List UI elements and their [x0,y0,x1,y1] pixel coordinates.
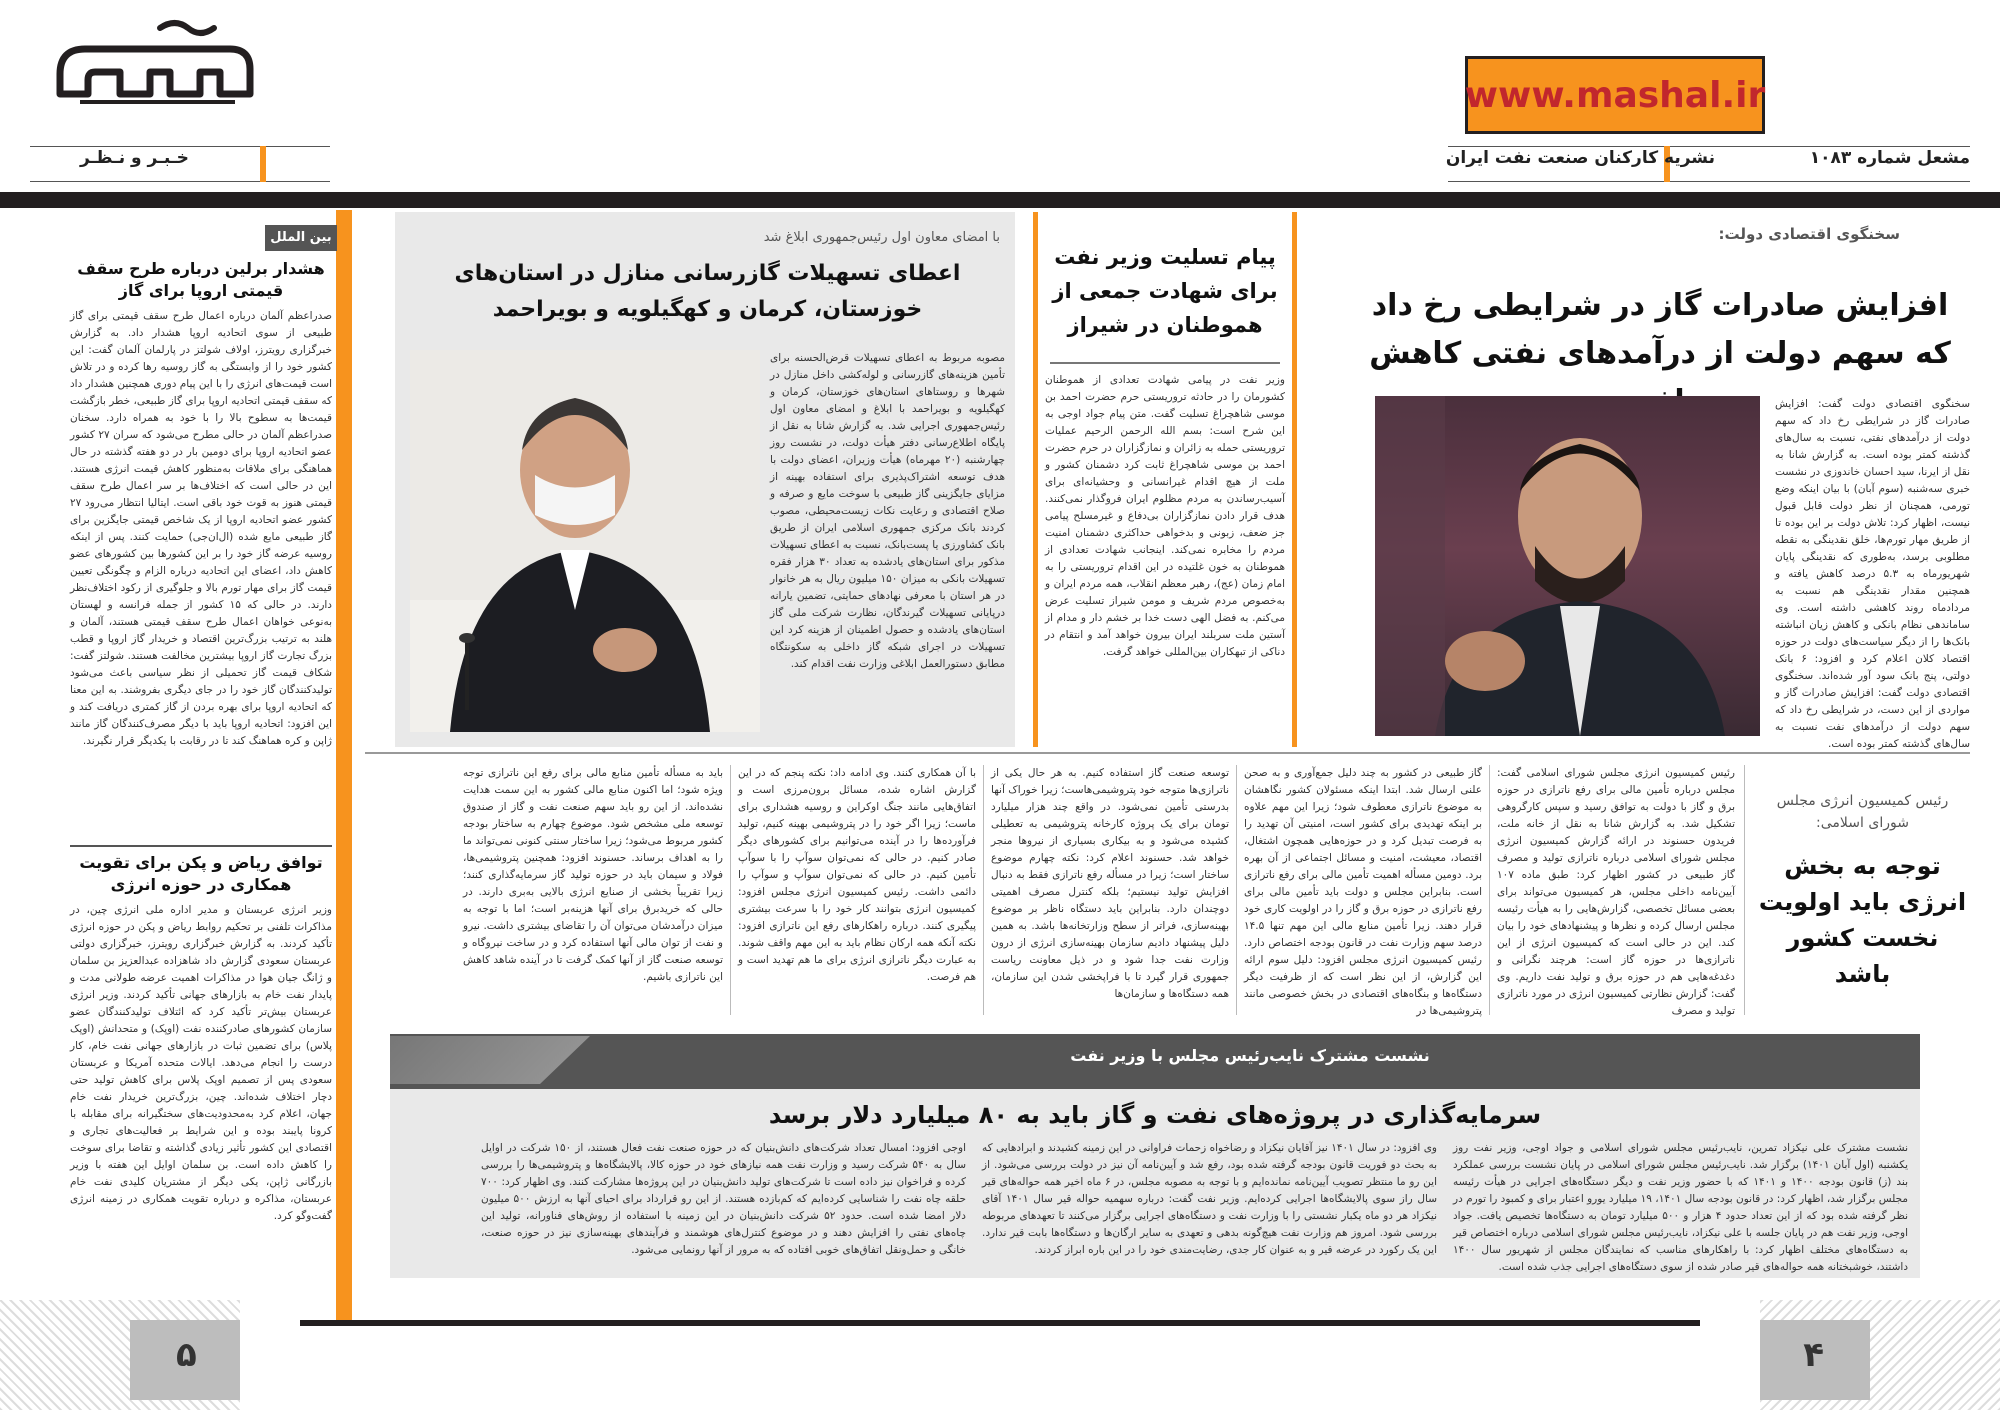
page-number-left: ۵ [176,1335,197,1375]
story-berlin-body: صدراعظم آلمان درباره اعمال طرح سقف قیمتی برای گاز طبیعی از سوی اتحادیه اروپا هشدار داد. به گزارش خبرگزاری رویترز، اولاف شولتز در پارلمان آلمان گفت: این کشور خود را از وابستگی به گاز روسیه رها کرده و در تلاش است قیمت‌های انرژی را با این پیام دوری همچنین هشدار داد که سقف قیمتی اتحادیه اروپا برای گاز طبیعی، خطر بازگشت قیمت‌ها به سطوح بالا را با خود به همراه دارد. سخنان صدراعظم آلمان در حالی مطرح می‌شود که سران ۲۷ کشور عضو اتحادیه اروپا برای دومین بار در دو هفته گذشته در حال هماهنگی برای ملاقات به‌منظور کاهش قیمت انرژی هستند. این در حالی است که اختلاف‌ها بر سر اعمال طرح سقف قیمتی هنوز به قوت خود باقی است. ایتالیا انتظار می‌رود ۲۷ کشور عضو اتحادیه اروپا از یک شاخص قیمتی جایگزین برای گاز طبیعی مایع شده (ال‌ان‌جی) حمایت کنند. پس از اینکه روسیه عرضه گاز خود را بر این کشورها بین کشورهای عضو کاهش داد، اعضای این اتحادیه درباره الزام و چگونگی تعیین قیمت گاز برای مهار تورم بالا و جلوگیری از رکود اختلاف‌نظر دارند. در حالی که ۱۵ کشور از جمله فرانسه و لهستان به‌نوعی خواهان اعمال طرح سقف قیمتی هستند، آلمان و هلند به ترتیب بزرگ‌ترین اقتصاد و خریدار گاز اروپا و قطب بزرگ تجارت گاز اروپا بیشترین مخالفت هستند. شولتز گفت: شکاف قیمت گاز تحمیلی از نظر سیاسی باعث می‌شود تولیدکنندگان گاز خود را در جای دیگری بفروشند. به این معنا که اتحادیه اروپا برای بهره بردن از گاز کمتری دریافت کند و این افزود: اتحادیه اروپا باید با دیگر مصرف‌کنندگان گاز مانند ژاپن و کره هماهنگ کند تا در رقابت با یکدیگر قرار نگیرند. [69,310,332,747]
divider [365,752,1970,754]
international-kicker: بین الملل [265,225,337,251]
column-rule [1489,765,1490,1015]
gas-loans-kicker: با امضای معاون اول رئیس‌جمهوری ابلاغ شد [763,230,1000,245]
gas-loans-body: مصوبه مربوط به اعطای تسهیلات قرض‌الحسنه برای تأمین هزینه‌های گازرسانی و لوله‌کشی داخل منازل در شهرها و روستاهای استان‌های خوزستان، کرمان و کهگیلویه و بویراحمد با ابلاغ و امضای معاون اول رئیس‌جمهوری اجرایی شد. به گزارش شانا به نقل از پایگاه اطلاع‌رسانی دفتر هیأت دولت، در نشست روز چهارشنبه (۲۰ مهرماه) هیأت وزیران، اعضای دولت با هدف توسعه اشتراک‌پذیری برای استفاده بهینه از مزایای جایگزینی گاز طبیعی با سوخت مایع و صرفه و صلاح اقتصادی و رعایت نکات زیست‌محیطی، مصوب کردند بانک مرکزی جمهوری اسلامی ایران از طریق بانک کشاورزی یا پست‌بانک، نسبت به اعطای تسهیلات مذکور برای استان‌های یادشده به تعداد ۳۰ هزار فقره تسهیلات بانکی به میزان ۱۵۰ میلیون ریال به هر خانوار در هر استان با معرفی نهادهای حمایتی، تضمین یارانه درپایانی تسهیلات گیرندگان، نظارت شرکت ملی گاز استان‌های یادشده و حصول اطمینان از هزینه کرد این تسهیلات در اجرای شبکه گاز داخلی به سکونتگاه مطابق دستورالعمل ابلاغی وزارت نفت اقدام کند. [770,352,1005,670]
orange-divider [1292,212,1297,747]
commission-col-4: با آن همکاری کنند. وی ادامه داد: نکته پنجم که در این گزارش اشاره شده، مسائل برون‌مرزی است و اتفاق‌هایی مانند جنگ اوکراین و روسیه هشداری برای ماست؛ زیرا اگر خود را در پتروشیمی بهینه کنیم، تولید فرآورده‌ها را در آینده می‌توانیم برای کشورهای دیگر صادر کنیم. در حالی که نمی‌توان سوآپ را با سوآپ تأمین کنیم. در حالی که نمی‌توان سوآپ و سوآپ را دائمی داشت. رئیس کمیسیون انرژی مجلس افزود: کمیسیون انرژی بتوانند کار خود را با سرعت بیشتری پیگیری کنند. درباره راهکارهای رفع این ناترازی افزود: نکته آنکه همه ارکان نظام باید به این مهم واقف شوند. به عبارت دیگر ناترازی انرژی برای ما هم تهدید است و هم فرصت. [738,767,976,983]
section-label: خـبـر و نـظـر [80,148,189,168]
gas-loans-title[interactable]: اعطای تسهیلات گازرسانی منازل در استان‌های خوزستان، کرمان و کهگیلویه و بویراحمد [454,261,961,322]
commission-col-1: رئیس کمیسیون انرژی مجلس شورای اسلامی گفت: مجلس درباره تأمین مالی برای رفع ناترازی در حوزه برق و گاز با دولت به توافق رسید و سپس کارگروهی تشکیل شد. به گزارش شانا به نقل از خانه ملت، فریدون حسنوند در ارائه گزارش کمیسیون انرژی مجلس شورای اسلامی درباره ناترازی تولید و مصرف گاز طبیعی در کشور اظهار کرد: طبق ماده ۱۰۷ آیین‌نامه داخلی مجلس، هر کمیسیون می‌تواند برای بعضی مسائل تخصصی، گزارش‌هایی را به هیأت رئیسه مجلس ارسال کرده و نظرها و پیشنهادهای خود را بیان کند. این در حالی است که کمیسیون انرژی از این ناترازی‌ها در حوزه گاز است: هرچند نگرانی و دغدغه‌هایی هم در حوزه برق و تولید نفت داریم. وی گفت: گزارش نظارتی کمیسیون انرژی در مورد ناترازی تولید و مصرف [1497,767,1735,1017]
footer-rule [300,1320,1700,1326]
divider [1050,362,1280,364]
main-body: سخنگوی اقتصادی دولت گفت: افزایش صادرات گاز در شرایطی رخ داد که سهم دولت از درآمدهای نفتی، نسبت به سال‌های گذشته کمتر بوده است. به گزارش شانا به نقل از ایرنا، سید احسان خاندوزی در نشست خبری سه‌شنبه (سوم آبان) با بیان اینکه وضع تورمی، همچنان از نظر دولت قابل قبول نیست، اظهار کرد: تلاش دولت بر این بوده تا از طریق مهار تورم‌ها، خلق نقدینگی به نقطه مطلوبی برسد، به‌طوری که نقدینگی پایان شهریورماه به ۵.۳ درصد کاهش یافته و همچنین مقدار نقدینگی هم نسبت به مردادماه روند کاهشی داشته است. وی ساماندهی نظام بانکی و کاهش زیان انباشته بانک‌ها را از دیگر سیاست‌های دولت در حوزه اقتصاد کلان اعلام کرد و افزود: ۶ بانک دولتی، پنج بانک سود آور شده‌اند. سخنگوی اقتصادی دولت گفت: افزایش صادرات گاز و مواردی از این دست، در شرایطی رخ داد که سهم دولت از درآمدهای نفت نسبت به سال‌های گذشته کمتر بوده است. [1775,398,1971,750]
story-berlin-title[interactable]: هشدار برلین درباره طرح سقف قیمتی اروپا برای گاز [77,259,325,300]
investment-col-1: نشست مشترک علی نیکزاد تمرین، نایب‌رئیس مجلس شورای اسلامی و جواد اوجی، وزیر نفت روز یکشنبه (اول آبان ۱۴۰۱) برگزار شد. نایب‌رئیس مجلس شورای اسلامی در پایان نشست بررسی عملکرد بند (ز) قانون بودجه ۱۴۰۰ و ۱۴۰۱ که با حضور وزیر نفت و دیگر دستگاه‌های اجرایی در هیأت رئیسه مجلس برگزار شد، اظهار کرد: در قانون بودجه سال ۱۴۰۱، ۱۹ میلیارد یورو اعتبار برای و کمبود را تورم در نظر گرفته شده بود که از این تعداد حدود ۴ هزار و ۵۰۰ میلیارد تومان به دستگاه‌ها تخصیص یافت. جواد اوجی، وزیر نفت هم در پایان جلسه با علی نیکزاد، نایب‌رئیس مجلس شورای اسلامی درباره اختصاص قیر به دستگاه‌های مختلف اظهار کرد: با راهکارهای مناسب که نمایندگان مجلس از شهریور سال ۱۴۰۰ داشتند، خوشبختانه همه حواله‌های قیر صادر شده از سوی دستگاه‌های اجرایی جذب شده است. [1453,1142,1909,1273]
publication-name: نشریه کارکنان صنعت نفت ایران [1445,148,1715,168]
column-rule [1744,765,1745,1015]
orange-divider [1033,212,1038,747]
minister-photo [1375,396,1760,736]
condolence-title[interactable]: پیام تسلیت وزیر نفت برای شهادت جمعی از هموطنان در شیراز [1052,245,1278,337]
site-url[interactable]: www.mashal.ir [1465,56,1765,134]
top-bar [0,192,2000,208]
commission-col-2: گاز طبیعی در کشور به چند دلیل جمع‌آوری و به صحن علنی ارسال شد. ابتدا اینکه مسئولان کشور نگاهشان به موضوع ناترازی معطوف شود؛ زیرا این مهم علاوه بر اینکه تهدیدی برای کشور است، امنیتی آن تهدید را به فرصت تبدیل کرد و در حوزه‌هایی همچون اشتغال، اقتصاد، معیشت، امنیت و مسائل اجتماعی از آن بهره برد. دومین مسأله اهمیت تأمین مالی برای رفع ناترازی است. بنابراین مجلس و دولت باید تأمین مالی برای رفع ناترازی در حوزه برق و گاز را در اولویت کاری خود قرار دهند. زیرا تأمین منابع مالی این مهم تنها ۱۴.۵ درصد سهم وزارت نفت در قانون بودجه اختصاص دارد. رئیس کمیسیون انرژی مجلس افزود: دلیل سوم ارائه این گزارش، از این نظر است که از ظرفیت دیگر دستگاه‌ها و بنگاه‌های اقتصادی در بخش خصوصی مانند پتروشیمی‌ها در [1244,767,1482,1017]
header-divider-left [260,146,266,182]
story-riyadh-title[interactable]: توافق ریاض و پکن برای تقویت همکاری در حوزه انرژی [79,853,323,894]
divider [70,845,332,847]
commission-title[interactable]: توجه به بخش انرژی باید اولویت نخست کشور باشد [1758,852,1967,988]
main-kicker: سخنگوی اقتصادی دولت: [1718,225,1900,243]
column-rule [1236,765,1237,1015]
investment-col-3: اوجی افزود: امسال تعداد شرکت‌های دانش‌بنیان که در حوزه صنعت نفت فعال هستند، از ۱۵۰ شرکت در اوایل سال به ۵۴۰ شرکت رسید و وزارت نفت همه نیازهای خود در حوزه کالا، پالایشگاه‌ها و پتروشیمی‌ها را بررسی کرده و فراخوان نیز داده است تا شرکت‌های تولید دانش‌بنیان در این پروژه‌ها مشارکت کنند. وی اظهار کرد: ۷۰۰ حلقه چاه نفت را شناسایی کرده‌ایم که کم‌بازده هستند. از این رو قرارداد برای احیای آنها به ارزش ۵۰۰ میلیون دلار امضا شده است. حدود ۵۲ شرکت دانش‌بنیان در این زمینه با استفاده از روش‌های فناورانه، تولید این چاه‌های نفتی را افزایش دهند و در موضوع کنترل‌های هوشمند و فرآیندهای بهینه‌سازی نیز در حوزه صنعت، خانگی و حمل‌ونقل اتفاق‌های خوبی افتاده که به مرور از آنها رونمایی می‌شود. [481,1142,966,1256]
investment-banner-text: نشست مشترک نایب‌رئیس مجلس با وزیر نفت [1070,1046,1430,1065]
issue-number: مشعل شماره ۱۰۸۳ [1809,148,1970,168]
column-rule [983,765,984,1015]
page-number-right: ۴ [1803,1335,1824,1375]
commission-kicker: رئیس کمیسیون انرژی مجلس شورای اسلامی: [1776,793,1949,831]
story-riyadh-body: وزیر انرژی عربستان و مدیر اداره ملی انرژی چین، در مذاکرات تلفنی بر تحکیم روابط ریاض و پکن در حوزه انرژی تأکید کردند. به گزارش خبرگزاری رویترز، خبرگزاری دولتی عربستان سعودی گزارش داد شاهزاده عبدالعزیز بن سلمان و ژانگ جیان هوا در مذاکرات اهمیت عرضه طولانی مدت و پایدار نفت خام به بازارهای جهانی تأکید کردند. وزیر انرژی عربستان بیش‌تر تأکید کرد که ائتلاف تولیدکنندگان عضو سازمان کشورهای صادرکننده نفت (اوپک) و متحدانش (اوپک پلاس) برای تضمین ثبات در بازارهای جهانی نفت خام، کار درست را انجام می‌دهد. ایالات متحده آمریکا و عربستان سعودی پس از تصمیم اوپک پلاس برای کاهش تولید حتی دچار اختلاف شده‌اند. چین، بزرگ‌ترین خریدار نفت خام جهان، اعلام کرد به‌محدودیت‌های سختگیرانه برای مقابله با کرونا پایبند بوده و این شرایط بر فعالیت‌های تجاری و اقتصادی این کشور تأثیر زیادی گذاشته و تقاضا برای سوخت را کاهش داده است. بن سلمان اوایل این هفته با وزیر بازرگانی ژاپن، یکی دیگر از مشتریان کلیدی نفت خام عربستان، مذاکره و درباره تقویت همکاری در زمینه انرژی گفت‌وگو کرد. [70,904,332,1222]
investment-title[interactable]: سرمایه‌گذاری در پروژه‌های نفت و گاز باید به ۸۰ میلیارد دلار برسد [768,1101,1542,1129]
investment-col-2: وی افزود: در سال ۱۴۰۱ نیز آقایان نیکزاد و رضاخواه زحمات فراوانی در این زمینه کشیدند و ابرادهایی که به بحث دو فوریت قانون بودجه گرفته شده بود، رفع شد و آیین‌نامه آن نیز در دولت بررسی می‌شود. از این رو ما منتظر تصویب آیین‌نامه نمانده‌ایم و با توجه به مصوبه مجلس، در ۶ ماه اخیر همه حواله‌های قیر سال راز سوی پالایشگاه‌ها اجرایی کرده‌ایم. وزیر نفت گفت: درباره سهمیه حواله قیر سال ۱۴۰۱ آقای نیکزاد هر دو ماه یکبار نشستی را با وزارت نفت و دستگاه‌های اجرایی برگزار می‌کنند تا تعهدهای مربوطه بررسی شود. امروز هم وزارت نفت هیچ‌گونه بدهی و تعهدی به سایر ارگان‌ها و دستگاه‌ها بابت قیر ندارد. این یک رکورد در عرضه قیر و به عنوان کار جدی، رضایت‌مندی خود را در این باره ابراز کردند. [982,1142,1438,1256]
main-headline[interactable]: افزایش صادرات گاز در شرایطی رخ داد که سهم دولت از درآمدهای نفتی کاهش [1369,288,1951,371]
condolence-body: وزیر نفت در پیامی شهادت تعدادی از هموطنان کشورمان را در حادثه تروریستی حرم حضرت احمد بن موسی شاهچراغ تسلیت گفت. متن پیام جواد اوجی به این شرح است: بسم الله الرحمن الرحیم عملیات تروریستی حمله به زائران و نمازگزاران در حرم حضرت احمد بن موسی شاهچراغ ثابت کرد دشمنان کشور و ملت از هیچ اقدام غیرانسانی و وحشیانه‌ای برای آسیب‌رساندن به مردم مظلوم ایران فروگذار نمی‌کنند. هدف قرار دادن نمازگزاران بی‌دفاع و غیرمسلح پیامی جز ضعف، زبونی و بدخواهی حداکثری دشمنان امنیت مردم را مخابره نمی‌کند. اینجانب شهادت تعدادی از هموطنان به خون غلتیده در این اقدام تروریستی را به امام زمان (عج)، رهبر معظم انقلاب، همه مردم ایران و به‌خصوص مردم شریف و مومن شیراز تسلیت عرض می‌کنم. به فضل الهی دست خدا بر خشم دار و مدام از آستین ملت سربلند ایران بیرون خواهد آمد و انتقام در دناکی از تبهکاران بین‌المللی خواهد گرفت. [1045,374,1285,658]
mashal-logo [40,14,270,124]
commission-col-5: باید به مسأله تأمین منابع مالی برای رفع این ناترازی توجه ویژه شود؛ اما اکنون منابع مالی کشور به این سمت هدایت نشده‌اند. از این رو باید سهم صنعت نفت و گاز از صندوق توسعه ملی مشخص شود. موضوع چهارم به ساختار بودجه کشور مربوط می‌شود؛ زیرا ساختار سنتی کنونی نمی‌تواند ما را به اهداف برساند. حسنوند افزود: همچنین پتروشیمی‌ها، فولاد و سیمان باید در حوزه تولید گاز سرمایه‌گذاری کنند؛ زیرا تقریباً بخشی از صنایع انرژی بالایی به‌بری دارند. در حالی که خریدبرق برای آنها هزینه‌بر است؛ اما با توجه به میزان درآمدشان می‌توان آن را تقاضای بیشتری داشت. نیرو و نفت از توان مالی آنها استفاده کرد و در ساخت نیروگاه و توسعه صنعت گاز از آنها کمک گرفت تا در آینده شاهد کاهش این ناترازی باشیم. [463,767,723,983]
commission-col-3: توسعه صنعت گاز استفاده کنیم. به هر حال یکی از ناترازی‌ها متوجه خود پتروشیمی‌هاست؛ زیرا خوراک آنها بدرستی تأمین نمی‌شود. در واقع چند هزار میلیارد تومان برای یک پروژه کارخانه پتروشیمی به تعطیلی کشیده می‌شود و به بیکاری بسیاری از نیروها منجر خواهد شد. حسنوند اعلام کرد: نکته چهارم موضوع ساختار است؛ زیرا در مسأله رفع ناترازی فقط به دنبال افزایش تولید نیستیم؛ بلکه کنترل مصرف اهمیتی دوچندان دارد. بنابراین باید دستگاه ناظر بر موضوع بهینه‌سازی، فراتر از سطح وزارتخانه‌ها باشد. به همین دلیل پیشنهاد دادیم سازمان بهینه‌سازی انرژی از درون وزارت نفت جدا شود و در ذیل معاونت ریاست جمهوری قرار گیرد تا با فراپخشی شدن این سازمان، همه دستگاه‌ها و سازمان‌ها [991,767,1229,1000]
vice-president-photo [410,350,760,732]
left-orange-strip [336,210,352,1325]
column-rule [730,765,731,1015]
